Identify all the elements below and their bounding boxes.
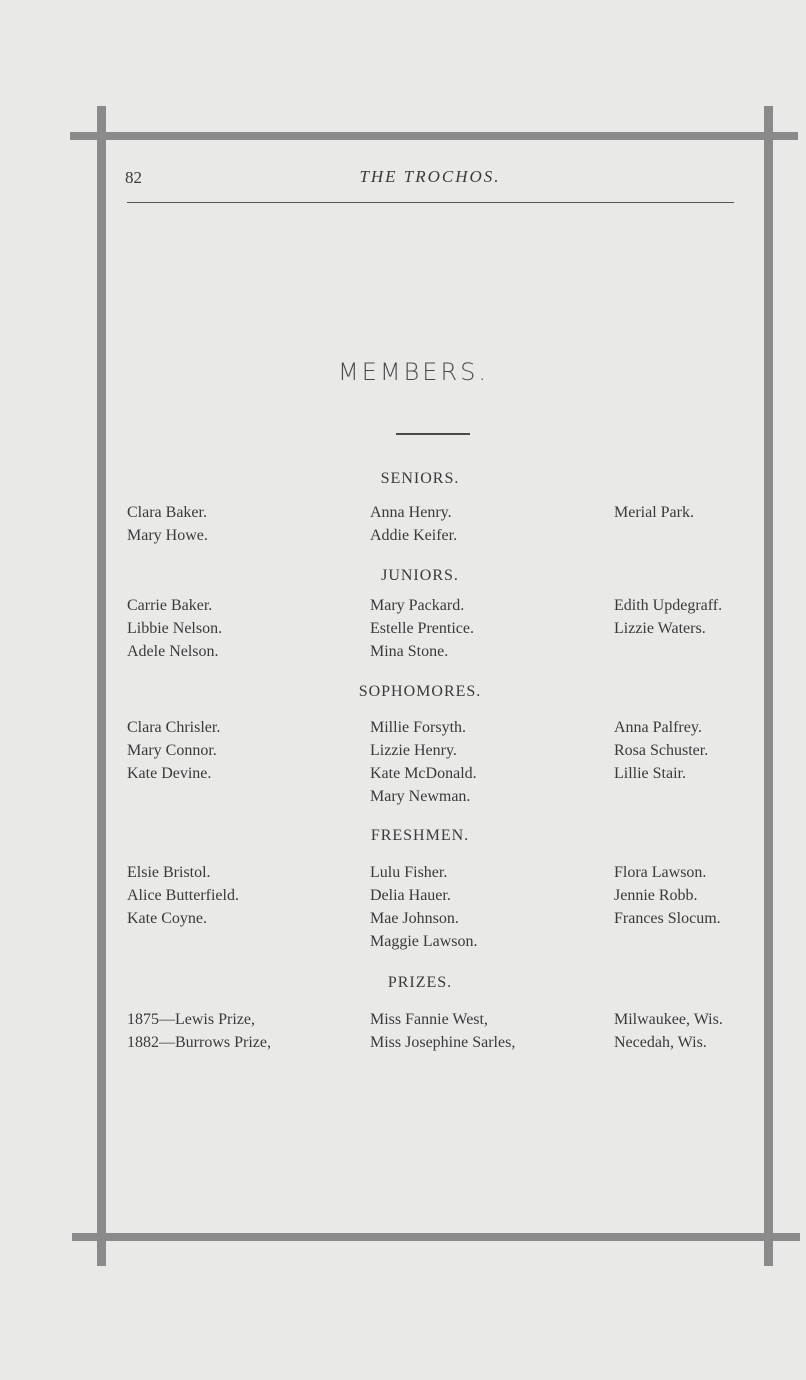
list-item: Rosa Schuster. bbox=[614, 742, 709, 759]
list-item: Miss Fannie West, bbox=[370, 1011, 488, 1028]
frame-bottom-rule bbox=[72, 1233, 800, 1241]
page-number: 82 bbox=[125, 168, 142, 187]
list-item: Libbie Nelson. bbox=[127, 620, 223, 637]
freshmen-column-2 bbox=[370, 861, 478, 953]
freshmen-column-1 bbox=[127, 861, 239, 930]
prizes-column-1 bbox=[127, 1008, 271, 1054]
list-item: Kate McDonald. bbox=[370, 765, 477, 782]
juniors-column-2 bbox=[370, 594, 474, 663]
list-item: Mary Packard. bbox=[370, 597, 465, 614]
sophomores-column-2 bbox=[370, 716, 477, 808]
list-item: 1875—Lewis Prize, bbox=[127, 1011, 255, 1028]
list-item: Millie Forsyth. bbox=[370, 719, 467, 736]
list-item: Lillie Stair. bbox=[614, 765, 686, 782]
list-item: Mary Howe. bbox=[127, 527, 208, 544]
list-item: Kate Coyne. bbox=[127, 910, 207, 927]
list-item: Alice Butterfield. bbox=[127, 887, 239, 904]
juniors-column-3 bbox=[614, 594, 722, 640]
list-item: 1882—Burrows Prize, bbox=[127, 1034, 271, 1051]
list-item: Carrie Baker. bbox=[127, 597, 213, 614]
sophomores-column-1 bbox=[127, 716, 220, 785]
list-item: Mae Johnson. bbox=[370, 910, 459, 927]
list-item: Mina Stone. bbox=[370, 643, 449, 660]
sophomores-column-3 bbox=[614, 716, 708, 785]
list-item: Elsie Bristol. bbox=[127, 864, 211, 881]
seniors-column-3 bbox=[614, 501, 694, 524]
frame-top-rule bbox=[70, 132, 798, 140]
list-item: Adele Nelson. bbox=[127, 643, 219, 660]
list-item: Estelle Prentice. bbox=[370, 620, 474, 637]
section-title-freshmen: FRESHMEN. bbox=[370, 827, 470, 844]
list-item: Frances Slocum. bbox=[614, 910, 721, 927]
list-item: Miss Josephine Sarles, bbox=[370, 1034, 516, 1051]
list-item: Kate Devine. bbox=[127, 765, 212, 782]
list-item: Maggie Lawson. bbox=[370, 933, 478, 950]
list-item: Necedah, Wis. bbox=[614, 1034, 707, 1051]
list-item: Merial Park. bbox=[614, 504, 694, 521]
list-item: Anna Henry. bbox=[370, 504, 452, 521]
list-item: Edith Updegraff. bbox=[614, 597, 723, 614]
list-item: Mary Newman. bbox=[370, 788, 471, 805]
section-title-juniors: JUNIORS. bbox=[381, 567, 459, 584]
running-title: THE TROCHOS. bbox=[359, 167, 501, 186]
section-title-seniors: SENIORS. bbox=[380, 470, 460, 487]
list-item: Jennie Robb. bbox=[614, 887, 698, 904]
section-title-prizes: PRIZES. bbox=[387, 974, 453, 991]
freshmen-column-3 bbox=[614, 861, 721, 930]
list-item: Milwaukee, Wis. bbox=[614, 1011, 723, 1028]
header-divider bbox=[127, 202, 734, 203]
prizes-column-3 bbox=[614, 1008, 723, 1054]
seniors-column-2 bbox=[370, 501, 457, 547]
list-item: Clara Chrisler. bbox=[127, 719, 221, 736]
list-item: Anna Palfrey. bbox=[614, 719, 702, 736]
list-item: Lizzie Waters. bbox=[614, 620, 706, 637]
seniors-column-1 bbox=[127, 501, 208, 547]
list-item: Clara Baker. bbox=[127, 504, 207, 521]
page-heading: MEMBERS. bbox=[338, 358, 489, 386]
heading-divider bbox=[396, 433, 470, 435]
list-item: Flora Lawson. bbox=[614, 864, 707, 881]
juniors-column-1 bbox=[127, 594, 222, 663]
list-item: Delia Hauer. bbox=[370, 887, 451, 904]
list-item: Mary Connor. bbox=[127, 742, 217, 759]
section-title-sophomores: SOPHOMORES. bbox=[358, 683, 482, 700]
list-item: Lulu Fisher. bbox=[370, 864, 448, 881]
list-item: Lizzie Henry. bbox=[370, 742, 457, 759]
list-item: Addie Keifer. bbox=[370, 527, 458, 544]
prizes-column-2 bbox=[370, 1008, 515, 1054]
